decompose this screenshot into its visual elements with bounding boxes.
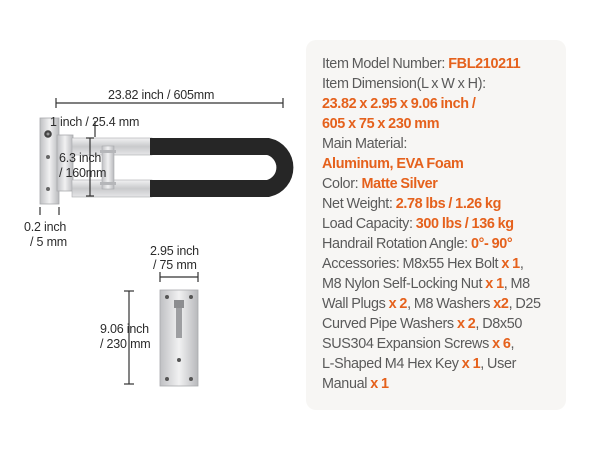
spec-capacity: Load Capacity: 300 lbs / 136 kg [322,216,514,232]
thickness-label-line1: 0.2 inch [24,220,67,234]
plate-height-label-line1: 9.06 inch [100,322,149,336]
screw-icon [46,155,50,159]
spec-panel [306,40,566,410]
foam-handle [150,147,285,189]
spec-material-value: Aluminum, EVA Foam [322,156,464,172]
spec-accessories-line1: Accessories: M8x55 Hex Bolt x 1, [322,256,524,272]
plate-width-label-line1: 2.95 inch [150,244,199,258]
spec-accessories-line3: Wall Plugs x 2, M8 Washers x2, D25 [322,296,541,312]
spec-material-label: Main Material: [322,136,407,152]
spec-dimension-metric: 605 x 75 x 230 mm [322,116,440,132]
height-label-line2: / 160mm [59,166,107,180]
spec-accessories-line7: Manual x 1 [322,376,389,392]
plate-width-label-line2: / 75 mm [153,258,197,272]
spec-accessories-line4: Curved Pipe Washers x 2, D8x50 [322,316,523,332]
plate-height-label-line2: / 230 mm [100,337,151,351]
tube-label: 1 inch / 25.4 mm [50,115,140,129]
height-label-line1: 6.3 inch [59,151,102,165]
spec-accessories-line5: SUS304 Expansion Screws x 6, [322,336,515,352]
spec-list [322,54,556,394]
length-label: 23.82 inch / 605mm [108,88,215,102]
spec-accessories-line6: L-Shaped M4 Hex Key x 1, User [322,356,517,372]
thickness-dimension-line [40,207,59,215]
spec-color: Color: Matte Silver [322,176,438,192]
spec-accessories-line2: M8 Nylon Self-Locking Nut x 1, M8 [322,276,530,292]
spec-model: Item Model Number: FBL210211 [322,56,521,72]
thickness-label-line2: / 5 mm [30,235,67,249]
spec-dimension-label: Item Dimension(L x W x H): [322,76,486,92]
plate-width-dimension-line [160,272,198,282]
spec-rotation: Handrail Rotation Angle: 0°- 90° [322,236,513,252]
spec-dimension-imperial: 23.82 x 2.95 x 9.06 inch / [322,96,476,112]
spec-weight: Net Weight: 2.78 lbs / 1.26 kg [322,196,502,212]
